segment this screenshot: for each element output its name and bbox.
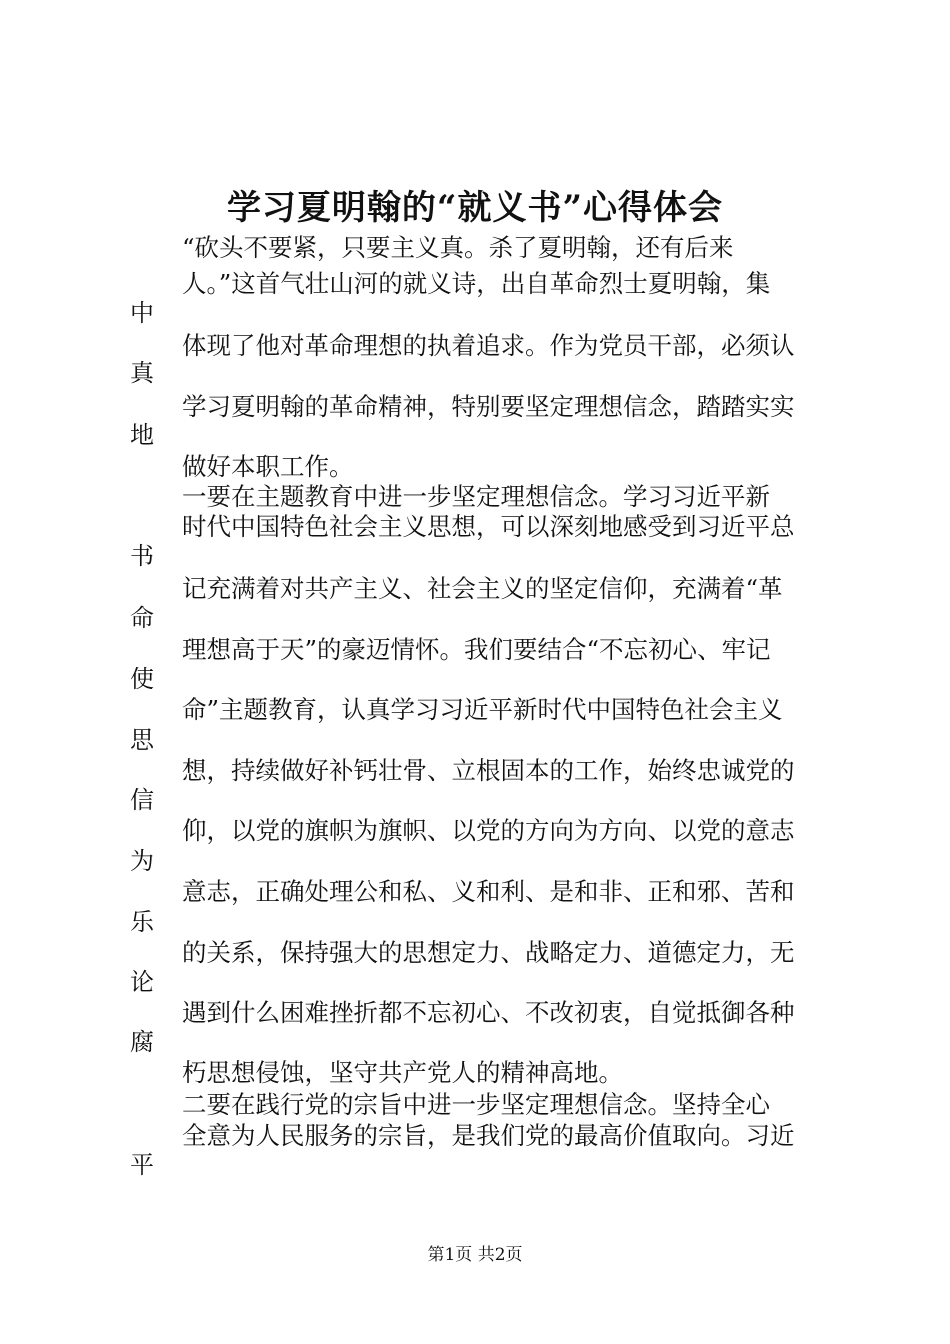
margin-character: 书 [130,542,154,570]
body-line: 想，持续做好补钙壮骨、立根固本的工作，始终忠诚党的 [182,756,795,785]
body-line: 遇到什么困难挫折都不忘初心、不改初衷，自觉抵御各种 [182,998,795,1027]
margin-character: 乐 [130,908,154,936]
margin-character: 中 [130,299,154,327]
margin-character: 信 [130,786,154,814]
body-line: 时代中国特色社会主义思想，可以深刻地感受到习近平总 [182,512,795,541]
body-line: 意志，正确处理公和私、义和利、是和非、正和邪、苦和 [182,877,795,906]
document-title: 学习夏明翰的“就义书”心得体会 [226,188,724,228]
body-line: 人。”这首气壮山河的就义诗，出自革命烈士夏明翰，集 [182,269,771,298]
body-line: 理想高于天”的豪迈情怀。我们要结合“不忘初心、牢记 [182,635,771,664]
body-line: 体现了他对革命理想的执着追求。作为党员干部，必须认 [182,331,795,360]
margin-character: 命 [130,604,154,632]
body-line: 记充满着对共产主义、社会主义的坚定信仰，充满着“革 [182,574,783,603]
body-line: 命”主题教育，认真学习习近平新时代中国特色社会主义 [182,695,783,724]
body-line: 二要在践行党的宗旨中进一步坚定理想信念。坚持全心 [182,1090,770,1119]
margin-character: 真 [130,359,154,387]
body-line: 学习夏明翰的革命精神，特别要坚定理想信念，踏踏实实 [182,392,795,421]
body-line: 仰，以党的旗帜为旗帜、以党的方向为方向、以党的意志 [182,816,795,845]
body-line: 的关系，保持强大的思想定力、战略定力、道德定力，无 [182,938,795,967]
margin-character: 论 [130,968,154,996]
body-line: “砍头不要紧，只要主义真。杀了夏明翰，还有后来 [182,233,734,262]
body-line: 一要在主题教育中进一步坚定理想信念。学习习近平新 [182,482,770,511]
body-line: 全意为人民服务的宗旨，是我们党的最高价值取向。习近 [182,1121,795,1150]
margin-character: 为 [130,847,154,875]
margin-character: 腐 [130,1028,154,1056]
margin-character: 地 [130,421,154,449]
page-footer: 第1页 共2页 [427,1245,523,1265]
margin-character: 平 [130,1151,154,1179]
body-line: 做好本职工作。 [182,452,354,481]
margin-character: 思 [130,726,154,754]
margin-character: 使 [130,665,154,693]
body-line: 朽思想侵蚀，坚守共产党人的精神高地。 [182,1058,623,1087]
